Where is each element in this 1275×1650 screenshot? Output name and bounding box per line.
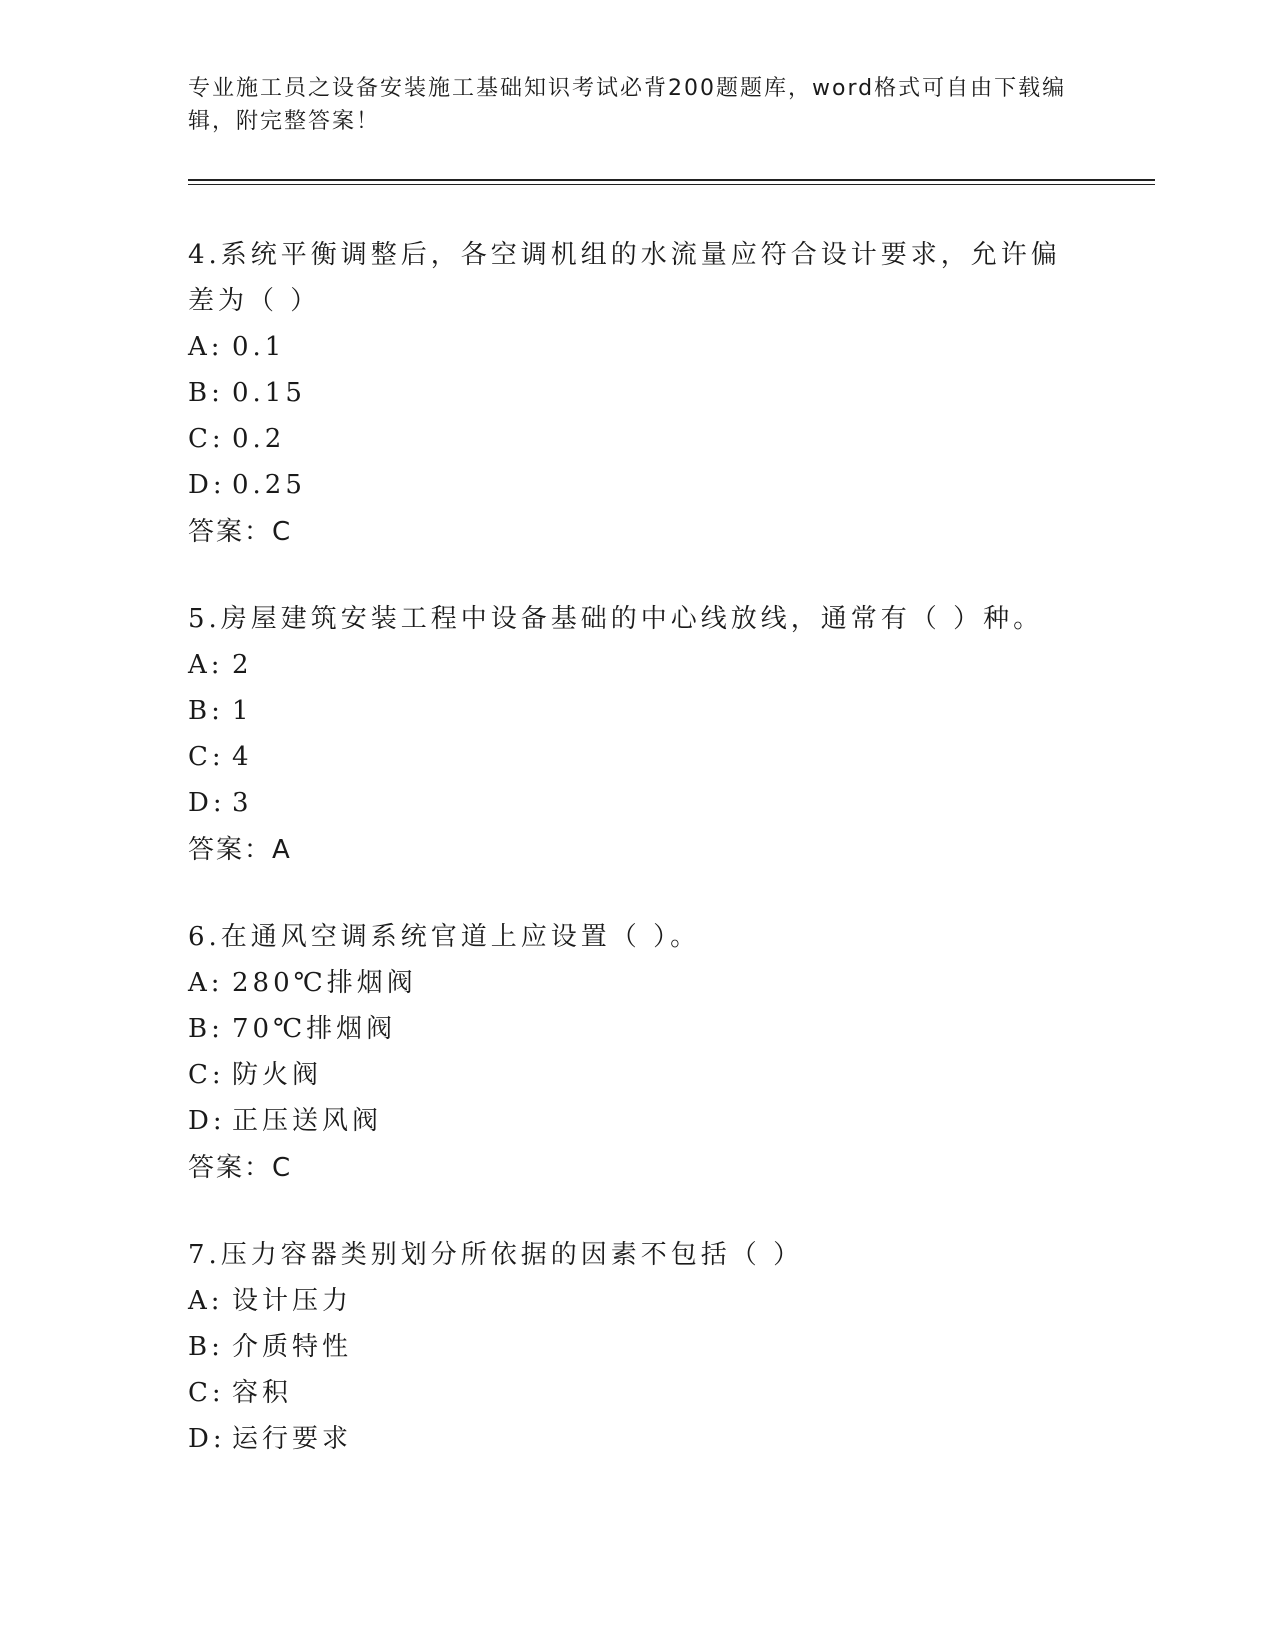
answer-line: 答案：C bbox=[188, 1153, 293, 1183]
option-a bbox=[188, 960, 1088, 1006]
option-letter: A: bbox=[188, 1286, 224, 1316]
question-list bbox=[188, 232, 1088, 1502]
question-5 bbox=[188, 596, 1088, 874]
option-text: 运行要求 bbox=[232, 1424, 353, 1454]
option-a bbox=[188, 1278, 1088, 1324]
option-c bbox=[188, 416, 1088, 462]
option-letter: C: bbox=[188, 1378, 225, 1408]
option-text: 4 bbox=[232, 742, 253, 772]
option-text: 280℃排烟阀 bbox=[232, 968, 417, 998]
question-6 bbox=[188, 914, 1088, 1192]
question-stem: 6.在通风空调系统官道上应设置（ ）。 bbox=[188, 922, 701, 952]
option-letter: B: bbox=[188, 696, 224, 726]
option-c bbox=[188, 1052, 1088, 1098]
option-d bbox=[188, 1098, 1088, 1144]
option-letter: D: bbox=[188, 1106, 226, 1136]
question-7 bbox=[188, 1232, 1088, 1462]
option-text: 设计压力 bbox=[232, 1286, 353, 1316]
option-b bbox=[188, 1324, 1088, 1370]
option-b bbox=[188, 370, 1088, 416]
answer-line: 答案：A bbox=[188, 835, 292, 865]
option-letter: D: bbox=[188, 788, 226, 818]
option-b bbox=[188, 688, 1088, 734]
option-d bbox=[188, 780, 1088, 826]
option-a bbox=[188, 324, 1088, 370]
option-letter: A: bbox=[188, 968, 224, 998]
option-d bbox=[188, 462, 1088, 508]
option-letter: C: bbox=[188, 424, 225, 454]
option-d bbox=[188, 1416, 1088, 1462]
question-stem: 5.房屋建筑安装工程中设备基础的中心线放线，通常有（ ）种。 bbox=[188, 604, 1044, 634]
question-stem: 7.压力容器类别划分所依据的因素不包括（ ） bbox=[188, 1240, 804, 1270]
option-letter: D: bbox=[188, 470, 226, 500]
option-c bbox=[188, 1370, 1088, 1416]
option-b bbox=[188, 1006, 1088, 1052]
option-text: 介质特性 bbox=[232, 1332, 353, 1362]
option-letter: B: bbox=[188, 378, 224, 408]
option-letter: D: bbox=[188, 1424, 226, 1454]
header-divider-thick bbox=[188, 179, 1155, 181]
option-text: 1 bbox=[232, 696, 253, 726]
option-text: 0.2 bbox=[232, 424, 286, 454]
option-letter: B: bbox=[188, 1332, 224, 1362]
option-text: 0.25 bbox=[232, 470, 306, 500]
answer-line: 答案：C bbox=[188, 517, 293, 547]
option-text: 70℃排烟阀 bbox=[232, 1014, 397, 1044]
header-divider-thin bbox=[188, 184, 1155, 185]
option-text: 0.15 bbox=[232, 378, 306, 408]
option-letter: C: bbox=[188, 1060, 225, 1090]
option-letter: A: bbox=[188, 650, 224, 680]
option-text: 防火阀 bbox=[232, 1060, 323, 1090]
option-text: 3 bbox=[232, 788, 253, 818]
option-text: 容积 bbox=[232, 1378, 293, 1408]
option-text: 正压送风阀 bbox=[232, 1106, 383, 1136]
option-c bbox=[188, 734, 1088, 780]
question-4 bbox=[188, 232, 1088, 556]
option-letter: B: bbox=[188, 1014, 224, 1044]
option-letter: A: bbox=[188, 332, 224, 362]
option-a bbox=[188, 642, 1088, 688]
question-stem: 4.系统平衡调整后，各空调机组的水流量应符合设计要求，允许偏差为（ ） bbox=[188, 240, 1061, 316]
option-text: 2 bbox=[232, 650, 253, 680]
document-header: 专业施工员之设备安装施工基础知识考试必背200题题库，word格式可自由下载编辑，附完整答案！ bbox=[188, 76, 1067, 134]
option-text: 0.1 bbox=[232, 332, 286, 362]
option-letter: C: bbox=[188, 742, 225, 772]
